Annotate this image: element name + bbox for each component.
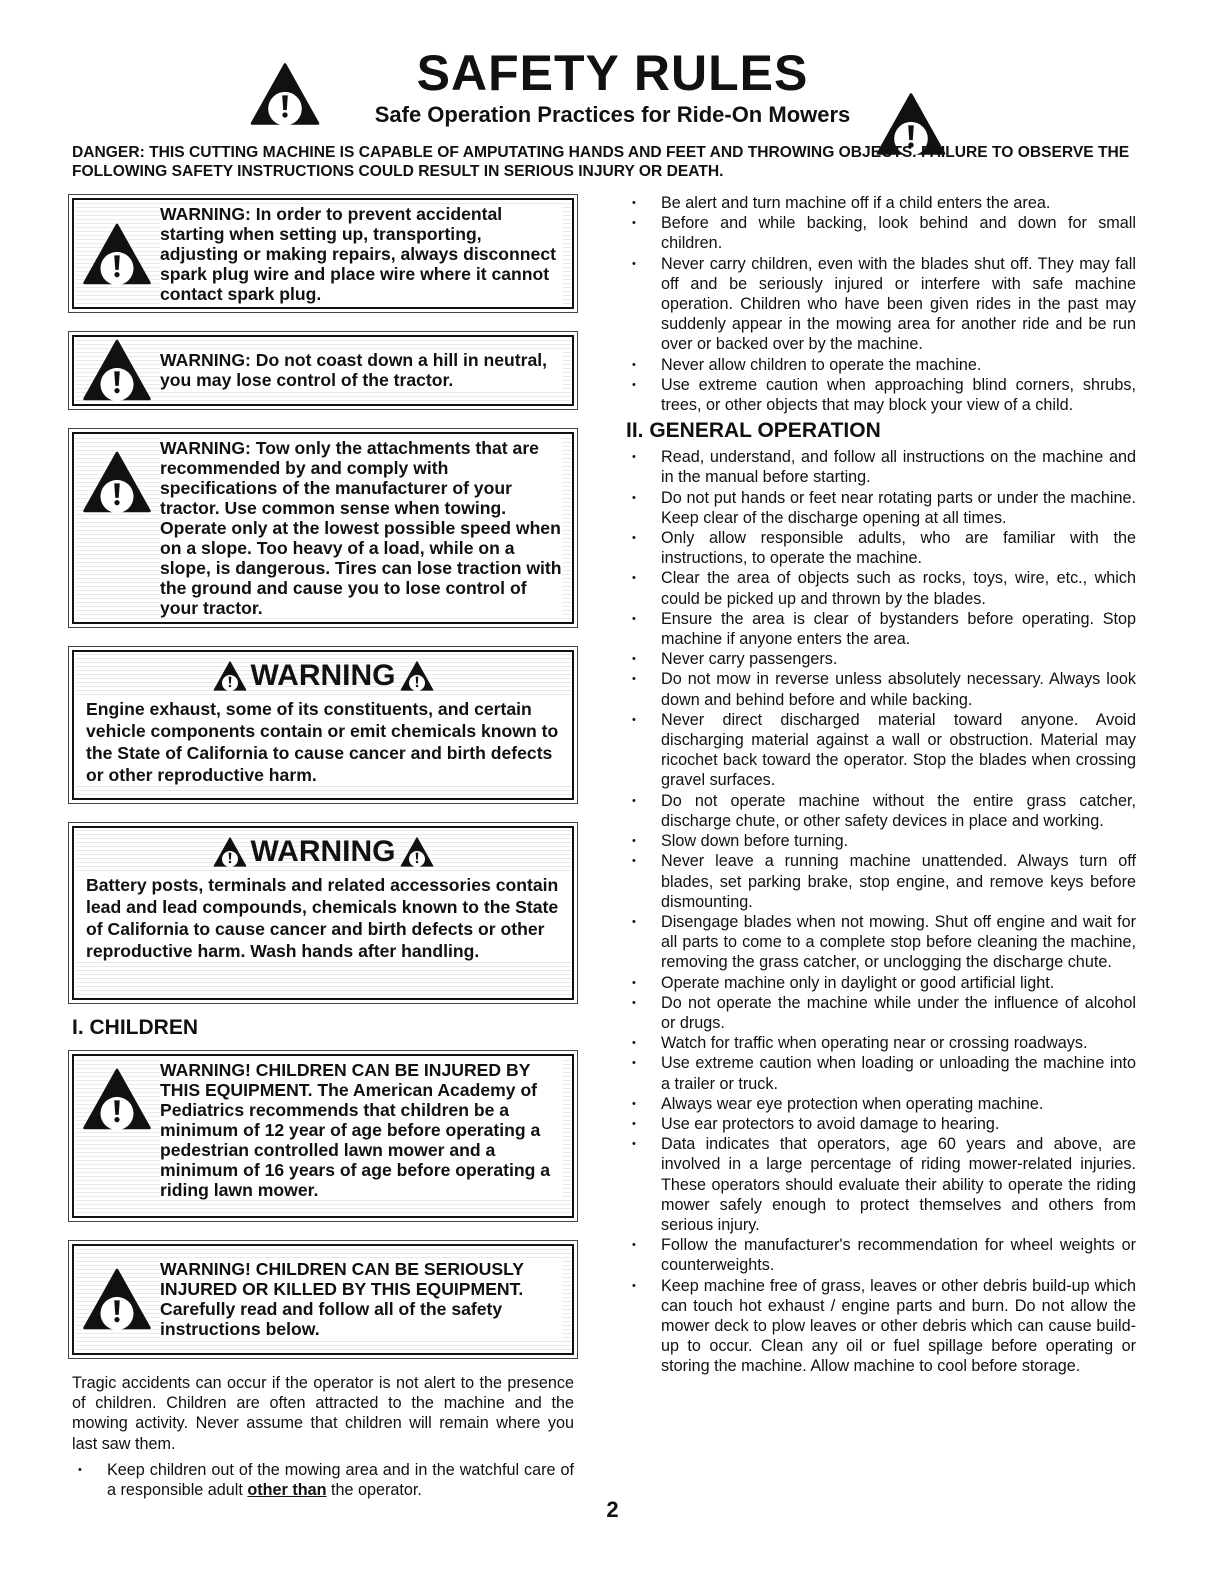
warning-text: WARNING: Tow only the attachments that are recommended by and comply with specifications of the manufacturer of your tractor. Use common sense when towing. Operate only at the lowest possible speed when on a slope. Too heavy of a load, while on a slope, is dangerous. Tires can lose traction with the ground and cause you to lose control of your tractor. bbox=[160, 438, 562, 618]
warning-triangle-icon bbox=[82, 1268, 152, 1330]
list-item: • Disengage blades when not mowing. Shut off engine and wait for all parts to come to a complete stop before cleaning the machine, removing the grass catcher, or unclogging the discharge chute. bbox=[626, 912, 1136, 973]
list-item: • Only allow responsible adults, who are familiar with the instructions, to operate the machine. bbox=[626, 528, 1136, 568]
section-heading-general-operation: II. GENERAL OPERATION bbox=[626, 419, 881, 443]
list-item: • Use extreme caution when loading or unloading the machine into a trailer or truck. bbox=[626, 1053, 1136, 1093]
list-item: • Do not operate the machine while under the influence of alcohol or drugs. bbox=[626, 993, 1136, 1033]
list-item: • Ensure the area is clear of bystanders before operating. Stop machine if anyone enters the area. bbox=[626, 609, 1136, 649]
list-item: • Follow the manufacturer's recommendation for wheel weights or counterweights. bbox=[626, 1235, 1136, 1275]
list-item: • Do not mow in reverse unless absolutely necessary. Always look down and behind before and while backing. bbox=[626, 669, 1136, 709]
warning-triangle-icon bbox=[400, 837, 434, 867]
warning-box-children-age bbox=[72, 1054, 574, 1218]
list-item: • Do not operate machine without the entire grass catcher, discharge chute, or other safety devices in place and working. bbox=[626, 791, 1136, 831]
warning-box-towing bbox=[72, 432, 574, 624]
list-item: • Data indicates that operators, age 60 years and above, are involved in a large percentage of riding mower-related injuries. These operators should evaluate their ability to operate the riding mower safely enough to protect themselves and others from serious injury. bbox=[626, 1134, 1136, 1235]
warning-text: WARNING: In order to prevent accidental starting when setting up, transporting, adjusting or making repairs, always disconnect spark plug wire and place wire where it cannot contact spark plug. bbox=[160, 204, 562, 304]
warning-text: Battery posts, terminals and related accessories contain lead and lead compounds, chemicals known to the State of California to cause cancer and birth defects or other reproductive harm. Wash hands after handling. bbox=[74, 874, 572, 962]
list-item: • Operate machine only in daylight or good artificial light. bbox=[626, 973, 1136, 993]
list-item: • Read, understand, and follow all instructions on the machine and in the manual before starting. bbox=[626, 447, 1136, 487]
left-column bbox=[72, 198, 574, 1500]
list-item: • Keep machine free of grass, leaves or other debris build-up which can touch hot exhaust / engine parts and burn. Do not allow the mower deck to plow leaves or other debris which can cause build-up to occur. Clean any oil or fuel spillage before operating or storing the machine. Allow machine to cool before storage. bbox=[626, 1276, 1136, 1377]
warning-triangle-icon bbox=[400, 661, 434, 691]
page-header bbox=[0, 40, 1225, 155]
list-item: • Never leave a running machine unattended. Always turn off blades, set parking brake, stop engine, and remove keys before dismounting. bbox=[626, 851, 1136, 912]
list-item: • Slow down before turning. bbox=[626, 831, 1136, 851]
warning-triangle-icon bbox=[82, 1068, 152, 1130]
page-title: SAFETY RULES bbox=[416, 45, 809, 101]
warning-text: WARNING: Do not coast down a hill in neutral, you may lose control of the tractor. bbox=[160, 350, 562, 390]
list-item: • Keep children out of the mowing area and in the watchful care of a responsible adult other than the operator. bbox=[72, 1460, 574, 1500]
list-item: • Use extreme caution when approaching blind corners, shrubs, trees, or other objects that may block your view of a child. bbox=[626, 375, 1136, 415]
right-column bbox=[626, 193, 1136, 1377]
list-item: • Do not put hands or feet near rotating parts or under the machine. Keep clear of the discharge opening at all times. bbox=[626, 488, 1136, 528]
warning-heading: WARNING bbox=[74, 832, 572, 872]
general-operation-bullets bbox=[626, 447, 1136, 1376]
warning-text: WARNING! CHILDREN CAN BE SERIOUSLY INJURED OR KILLED BY THIS EQUIPMENT. Carefully read and follow all of the safety instructions below. bbox=[160, 1259, 562, 1339]
section-heading-children: I. CHILDREN bbox=[72, 1016, 198, 1039]
warning-text: Engine exhaust, some of its constituents, and certain vehicle components contain or emit chemicals known to the State of California to cause cancer and birth defects or other reproductive harm. bbox=[74, 698, 572, 786]
warning-triangle-icon bbox=[213, 661, 247, 691]
warning-box-coast bbox=[72, 335, 574, 406]
list-item: • Never carry passengers. bbox=[626, 649, 1136, 669]
danger-statement: DANGER: THIS CUTTING MACHINE IS CAPABLE OF AMPUTATING HANDS AND FEET AND THROWING OBJECTS. FAILURE TO OBSERVE THE FOLLOWING SAFETY INSTRUCTIONS COULD RESULT IN SERIOUS INJURY OR DEATH. bbox=[72, 144, 1130, 180]
warning-triangle-icon bbox=[213, 837, 247, 867]
warning-triangle-icon bbox=[82, 223, 152, 285]
warning-box-spark-plug bbox=[72, 198, 574, 309]
list-item: • Watch for traffic when operating near or crossing roadways. bbox=[626, 1033, 1136, 1053]
warning-box-children-killed bbox=[72, 1244, 574, 1355]
list-item: • Never allow children to operate the machine. bbox=[626, 355, 1136, 375]
emphasis-text: other than bbox=[247, 1481, 327, 1500]
list-item: • Never carry children, even with the blades shut off. They may fall off and be seriously injured or interfere with safe machine operation. Children who have been given rides in the past may suddenly appear in the mowing area for another ride and be run over or backed over by the machine. bbox=[626, 254, 1136, 355]
warning-heading: WARNING bbox=[74, 656, 572, 696]
list-item: • Use ear protectors to avoid damage to hearing. bbox=[626, 1114, 1136, 1134]
list-item: • Always wear eye protection when operating machine. bbox=[626, 1094, 1136, 1114]
children-bullets-continued bbox=[626, 193, 1136, 415]
page-subtitle: Safe Operation Practices for Ride-On Mowers bbox=[374, 102, 851, 127]
warning-triangle-icon bbox=[82, 451, 152, 513]
list-item: • Clear the area of objects such as rocks, toys, wire, etc., which could be picked up and thrown by the blades. bbox=[626, 568, 1136, 608]
warning-box-battery bbox=[72, 826, 574, 1000]
list-item: • Be alert and turn machine off if a child enters the area. bbox=[626, 193, 1136, 213]
children-paragraph: Tragic accidents can occur if the operator is not alert to the presence of children. Children are often attracted to the machine and the mowing activity. Never assume that children will remain where you last saw them. bbox=[72, 1374, 574, 1453]
warning-text: WARNING! CHILDREN CAN BE INJURED BY THIS EQUIPMENT. The American Academy of Pediatrics recommends that children be a minimum of 12 year of age before operating a pedestrian controlled lawn mower and a minimum of 16 years of age before operating a riding lawn mower. bbox=[160, 1060, 562, 1200]
list-item: • Never direct discharged material toward anyone. Avoid discharging material against a wall or obstruction. Material may ricochet back toward the operator. Stop the blades when crossing gravel surfaces. bbox=[626, 710, 1136, 791]
warning-triangle-icon bbox=[82, 339, 152, 401]
children-bullet-list bbox=[72, 1460, 574, 1500]
list-item: • Before and while backing, look behind and down for small children. bbox=[626, 213, 1136, 253]
warning-box-engine-exhaust bbox=[72, 650, 574, 800]
page-number: 2 bbox=[606, 1497, 619, 1522]
